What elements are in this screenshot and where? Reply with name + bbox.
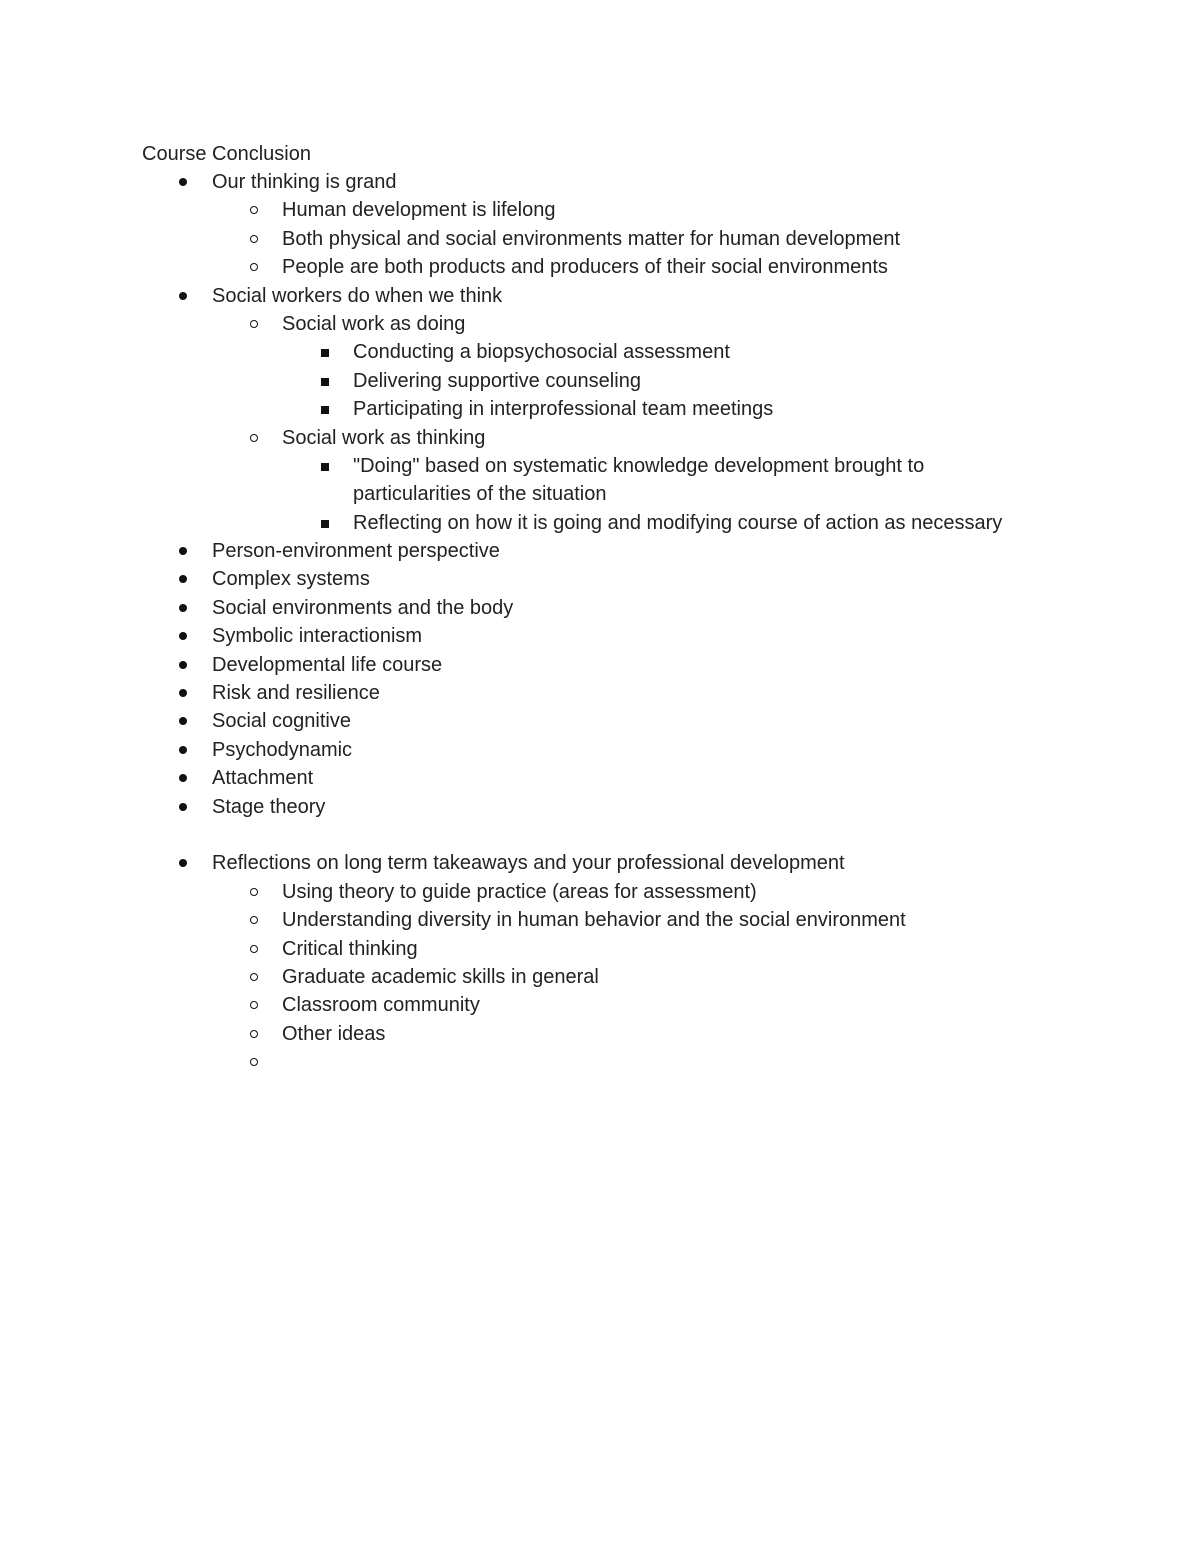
- outline-item-level-2: [0, 993, 1200, 1021]
- outline-item-text: particularities of the situation: [353, 483, 607, 506]
- filled-circle-bullet-icon: [174, 567, 194, 591]
- outline-item-level-2: [0, 1050, 1200, 1078]
- outline-item-level-2: [0, 198, 1200, 226]
- outline-item-level-2: [0, 227, 1200, 255]
- filled-circle-bullet-icon: [174, 539, 194, 563]
- outline-item-level-1: [0, 709, 1200, 737]
- hollow-circle-bullet-icon: [245, 227, 265, 251]
- outline-item-level-1: [0, 681, 1200, 709]
- outline-item-text: Participating in interprofessional team meetings: [353, 398, 774, 421]
- bulleted-outline: [0, 170, 1200, 1079]
- outline-item-level-1: [0, 624, 1200, 652]
- outline-item-text: Social work as doing: [282, 312, 466, 335]
- outline-item-text: Critical thinking: [282, 937, 418, 960]
- filled-circle-bullet-icon: [174, 709, 194, 733]
- square-bullet-icon: [316, 511, 336, 535]
- outline-item-level-1: [0, 596, 1200, 624]
- outline-item-text: Complex systems: [212, 568, 370, 591]
- outline-item-text: Using theory to guide practice (areas for assessment): [282, 880, 757, 903]
- outline-item-text: Understanding diversity in human behavior and the social environment: [282, 909, 906, 932]
- filled-circle-bullet-icon: [174, 681, 194, 705]
- outline-item-text: "Doing" based on systematic knowledge development brought to: [353, 454, 925, 477]
- filled-circle-bullet-icon: [174, 624, 194, 648]
- outline-item-text: Both physical and social environments matter for human development: [282, 227, 901, 250]
- outline-item-text: Delivering supportive counseling: [353, 369, 641, 392]
- outline-item-level-3: [0, 397, 1200, 425]
- outline-item-text: Developmental life course: [212, 653, 443, 676]
- outline-item-level-2: [0, 426, 1200, 454]
- outline-item-text: Psychodynamic: [212, 738, 353, 761]
- outline-item-text: Social work as thinking: [282, 426, 486, 449]
- filled-circle-bullet-icon: [174, 738, 194, 762]
- filled-circle-bullet-icon: [174, 795, 194, 819]
- square-bullet-icon: [316, 397, 336, 421]
- hollow-circle-bullet-icon: [245, 1022, 265, 1046]
- hollow-circle-bullet-icon: [245, 908, 265, 932]
- outline-item-text: Reflections on long term takeaways and your professional development: [212, 852, 845, 875]
- outline-item-text: Attachment: [212, 767, 314, 790]
- outline-item-level-1: [0, 738, 1200, 766]
- square-bullet-icon: [316, 369, 336, 393]
- outline-item-level-3: [0, 482, 1200, 510]
- outline-item-level-2: [0, 255, 1200, 283]
- filled-circle-bullet-icon: [174, 851, 194, 875]
- outline-item-level-2: [0, 312, 1200, 340]
- filled-circle-bullet-icon: [174, 284, 194, 308]
- outline-item-text: Human development is lifelong: [282, 199, 556, 222]
- outline-item-text: Stage theory: [212, 795, 326, 818]
- outline-item-level-3: [0, 454, 1200, 482]
- outline-item-level-2: [0, 1022, 1200, 1050]
- outline-item-text: Graduate academic skills in general: [282, 965, 599, 988]
- outline-item-level-1: [0, 567, 1200, 595]
- outline-item-text: Our thinking is grand: [212, 171, 397, 193]
- outline-item-text: People are both products and producers of their social environments: [282, 256, 888, 279]
- outline-item-text: Other ideas: [282, 1022, 386, 1045]
- outline-item-text: Reflecting on how it is going and modifying course of action as necessary: [353, 511, 1003, 534]
- outline-item-level-1: [0, 170, 1200, 198]
- outline-item-level-1: [0, 795, 1200, 823]
- filled-circle-bullet-icon: [174, 596, 194, 620]
- square-bullet-icon: [316, 340, 336, 364]
- outline-item-level-1: [0, 284, 1200, 312]
- outline-item-text: Social cognitive: [212, 710, 351, 733]
- hollow-circle-bullet-icon: [245, 1050, 265, 1074]
- filled-circle-bullet-icon: [174, 170, 194, 194]
- blank-line: [0, 823, 1200, 851]
- outline-item-text: Classroom community: [282, 994, 480, 1017]
- outline-item-level-2: [0, 908, 1200, 936]
- square-bullet-icon: [316, 454, 336, 478]
- outline-item-text: Social environments and the body: [212, 596, 514, 619]
- outline-item-text: Risk and resilience: [212, 682, 380, 705]
- filled-circle-bullet-icon: [174, 766, 194, 790]
- outline-item-text: Social workers do when we think: [212, 284, 503, 307]
- outline-item-text: Person-environment perspective: [212, 540, 500, 563]
- hollow-circle-bullet-icon: [245, 312, 265, 336]
- outline-item-level-1: [0, 539, 1200, 567]
- hollow-circle-bullet-icon: [245, 993, 265, 1017]
- outline-item-level-2: [0, 880, 1200, 908]
- hollow-circle-bullet-icon: [245, 255, 265, 279]
- outline-item-text: Conducting a biopsychosocial assessment: [353, 341, 730, 364]
- filled-circle-bullet-icon: [174, 653, 194, 677]
- hollow-circle-bullet-icon: [245, 880, 265, 904]
- hollow-circle-bullet-icon: [245, 965, 265, 989]
- outline-item-level-1: [0, 766, 1200, 794]
- outline-item-level-1: [0, 653, 1200, 681]
- outline-item-level-2: [0, 937, 1200, 965]
- outline-item-level-3: [0, 511, 1200, 539]
- hollow-circle-bullet-icon: [245, 198, 265, 222]
- hollow-circle-bullet-icon: [245, 937, 265, 961]
- outline-item-text: Symbolic interactionism: [212, 625, 423, 648]
- document-title: Course Conclusion: [142, 143, 311, 165]
- outline-item-level-3: [0, 340, 1200, 368]
- hollow-circle-bullet-icon: [245, 426, 265, 450]
- outline-item-level-1: [0, 851, 1200, 879]
- outline-item-level-2: [0, 965, 1200, 993]
- outline-item-level-3: [0, 369, 1200, 397]
